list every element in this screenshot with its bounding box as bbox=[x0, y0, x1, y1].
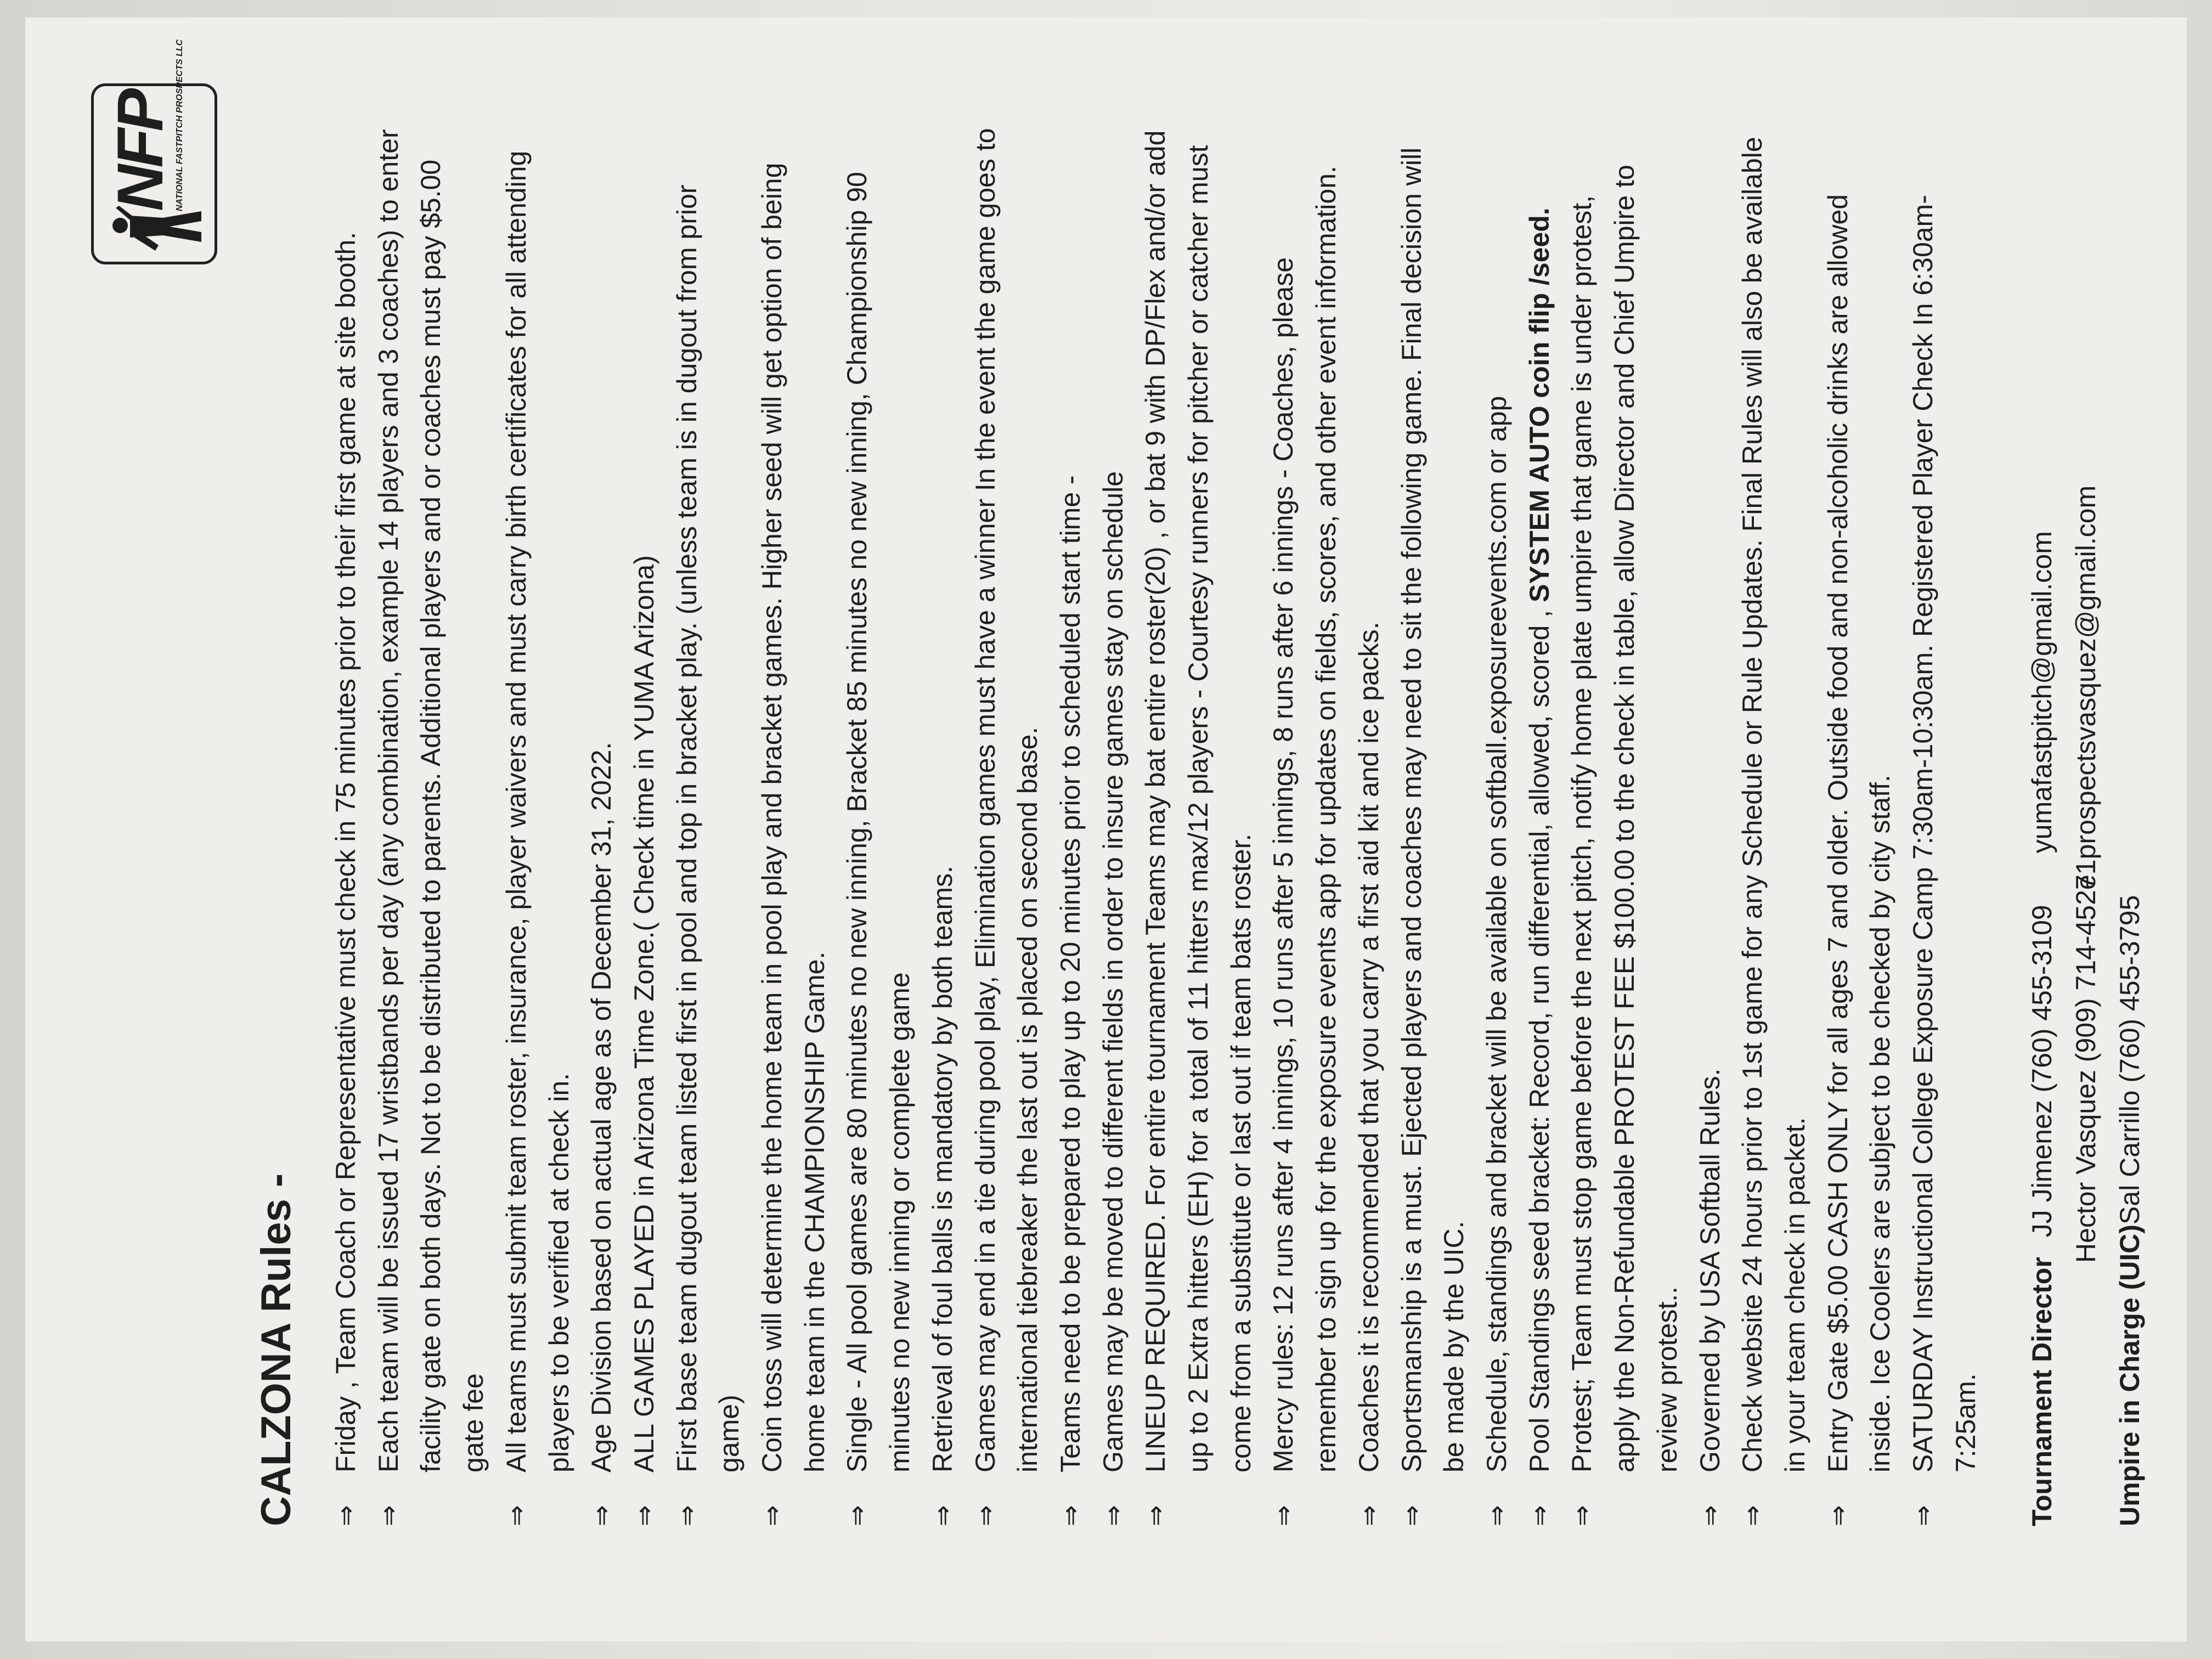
director-2-name: Hector Vasquez (909) 714-4527 bbox=[2070, 874, 2102, 1263]
bullet-arrow-icon: ⇒ bbox=[1695, 1505, 1725, 1526]
rule-text: Protest; Team must stop game before the next pitch, notify home plate umpire that game is under protest, apply the Non-Refundable PROTEST FEE $100.00 to the check in table, allow Director and Chief Umpire to review protest.. bbox=[1566, 165, 1683, 1472]
rule-text: Sportsmanship is a must. Ejected players and coaches may need to sit the following game. Final decision will be made by the UIC. bbox=[1396, 147, 1470, 1472]
rule-text: LINEUP REQUIRED. For entire tournament Teams may bat entire roster(20) , or bat 9 with DP/Flex and/or add up to 2 Extra hitters (EH) for a total of 11 hitters max/12 players - Courtesy runners for pitcher or catcher must come from a substitute or last out if team bats roster. bbox=[1140, 130, 1256, 1472]
director-row-2 bbox=[2064, 127, 2108, 1526]
rule-text: Coin toss will determine the home team in pool play and bracket games. Higher seed will get option of being home team in the CHAMPIONSHIP Game. bbox=[757, 162, 830, 1472]
uic-name: Sal Carrillo (760) 455-3795 bbox=[2114, 895, 2146, 1224]
bullet-arrow-icon: ⇒ bbox=[1481, 1505, 1511, 1526]
rule-item bbox=[1092, 127, 1135, 1526]
page-title: CALZONA Rules - bbox=[253, 1173, 300, 1526]
rule-item bbox=[623, 127, 666, 1526]
director-2-email: e1prospectsvasquez@gmail.com bbox=[2070, 485, 2102, 890]
rule-text: SATURDAY Instructional College Exposure Camp 7:30am-10:30am. Registered Player Check In 6:30am-7:25am. bbox=[1908, 195, 1981, 1472]
bullet-arrow-icon: ⇒ bbox=[1098, 1505, 1128, 1526]
rule-item bbox=[1262, 127, 1347, 1526]
rule-text: Age Division based on actual age as of December 31, 2022. bbox=[586, 742, 617, 1472]
rule-item bbox=[1049, 127, 1092, 1526]
bullet-arrow-icon: ⇒ bbox=[1055, 1505, 1085, 1526]
rule-item bbox=[922, 127, 964, 1526]
rule-text: Governed by USA Softball Rules. bbox=[1694, 1068, 1725, 1472]
rule-item bbox=[836, 127, 921, 1526]
contacts-block bbox=[2020, 127, 2152, 1526]
rule-text: Schedule, standings and bracket will be available on softball.exposureevents.com or app bbox=[1481, 396, 1512, 1472]
rule-item bbox=[580, 127, 623, 1526]
bullet-arrow-icon: ⇒ bbox=[970, 1505, 1000, 1526]
rule-text: Pool Standings seed bracket: Record, run differential, allowed, scored , bbox=[1523, 602, 1555, 1472]
bullet-arrow-icon: ⇒ bbox=[672, 1505, 702, 1526]
rule-item bbox=[1731, 127, 1816, 1526]
rule-text: Retrieval of foul balls is mandatory by both teams. bbox=[927, 865, 958, 1472]
rule-text: First base team dugout team listed first in pool and top in bracket play. (unless team is in dugout from prior game) bbox=[671, 184, 745, 1472]
rule-text: All teams must submit team roster, insurance, player waivers and must carry birth certificates for all attending players to be verified at check in. bbox=[500, 150, 574, 1472]
bullet-arrow-icon: ⇒ bbox=[1524, 1505, 1554, 1526]
rule-item bbox=[1902, 127, 1987, 1526]
rule-text: Friday , Team Coach or Representative must check in 75 minutes prior to their first game at site booth. bbox=[330, 232, 361, 1472]
rule-item bbox=[1689, 127, 1732, 1526]
rule-item bbox=[1476, 127, 1519, 1526]
director-label: Tournament Director bbox=[2027, 1257, 2058, 1526]
rule-item bbox=[1561, 127, 1689, 1526]
rule-text: Mercy rules: 12 runs after 4 innings, 10 runs after 5 innings, 8 runs after 6 innings - Coaches, please remember to sign up for the exposure events app for updates on fields, scores, and other event information. bbox=[1268, 166, 1342, 1472]
rule-text: Single - All pool games are 80 minutes no new inning, Bracket 85 minutes no new inning, Championship 90 minutes no new inning or complete game bbox=[842, 172, 916, 1472]
bullet-arrow-icon: ⇒ bbox=[373, 1505, 403, 1526]
rule-item bbox=[325, 127, 368, 1526]
bullet-arrow-icon: ⇒ bbox=[1908, 1505, 1938, 1526]
rule-item bbox=[1391, 127, 1476, 1526]
rule-item bbox=[751, 127, 836, 1526]
rule-text: ALL GAMES PLAYED in Arizona Time Zone.( Check time in YUMA Arizona) bbox=[628, 555, 659, 1472]
nfp-logo bbox=[91, 39, 217, 264]
logo-letters: NFP bbox=[104, 92, 177, 211]
bullet-arrow-icon: ⇒ bbox=[1353, 1505, 1384, 1526]
rule-item bbox=[1519, 127, 1561, 1526]
bullet-arrow-icon: ⇒ bbox=[1396, 1505, 1426, 1526]
rule-item bbox=[368, 127, 495, 1526]
rule-item bbox=[666, 127, 751, 1526]
rule-item bbox=[1135, 127, 1262, 1526]
bullet-arrow-icon: ⇒ bbox=[1268, 1505, 1299, 1526]
bullet-arrow-icon: ⇒ bbox=[757, 1505, 787, 1526]
rule-item bbox=[1817, 127, 1902, 1526]
bullet-arrow-icon: ⇒ bbox=[1567, 1505, 1597, 1526]
rule-text: Each team will be issued 17 wristbands per day (any combination, example 14 players and 3 coaches) to enter facility gate on both days. Not to be distributed to parents. Additional players and or coaches must pay $5.00 gate fee bbox=[373, 129, 489, 1472]
bullet-arrow-icon: ⇒ bbox=[501, 1505, 531, 1526]
bullet-arrow-icon: ⇒ bbox=[842, 1505, 872, 1526]
bullet-arrow-icon: ⇒ bbox=[331, 1505, 360, 1526]
director-row-1 bbox=[2020, 127, 2064, 1526]
bullet-arrow-icon: ⇒ bbox=[1822, 1505, 1853, 1526]
bullet-arrow-icon: ⇒ bbox=[629, 1505, 659, 1526]
uic-label: Umpire in Charge (UIC) bbox=[2114, 1224, 2146, 1526]
rule-item bbox=[495, 127, 580, 1526]
rule-item bbox=[1348, 127, 1391, 1526]
rule-emphasis: SYSTEM AUTO coin flip /seed. bbox=[1523, 207, 1555, 602]
rule-text: Check website 24 hours prior to 1st game for any Schedule or Rule Updates. Final Rules will also be available in your team check in packet. bbox=[1737, 137, 1810, 1472]
rule-item bbox=[964, 127, 1049, 1526]
director-1-name: JJ Jimenez (760) 455-3109 bbox=[2027, 905, 2058, 1238]
rule-text: Games may be moved to different fields in order to insure games stay on schedule bbox=[1097, 471, 1128, 1472]
logo-subtitle: NATIONAL FASTPITCH PROSPECTS LLC bbox=[175, 39, 184, 211]
bullet-arrow-icon: ⇒ bbox=[927, 1505, 957, 1526]
rule-text: Entry Gate $5.00 CASH ONLY for all ages 7 and older. Outside food and non-alcoholic drinks are allowed inside. Ice Coolers are subject to be checked by city staff. bbox=[1822, 194, 1896, 1472]
director-1-email: yumafastpitch@gmail.com bbox=[2027, 531, 2058, 854]
bullet-arrow-icon: ⇒ bbox=[1737, 1505, 1768, 1526]
rule-text: Teams need to be prepared to play up to 20 minutes prior to scheduled start time - bbox=[1054, 475, 1086, 1472]
rules-sheet bbox=[25, 18, 2187, 1641]
uic-row bbox=[2108, 127, 2152, 1526]
softball-player-icon bbox=[108, 205, 207, 254]
rule-text: Games may end in a tie during pool play, Elimination games must have a winner In the event the game goes to international tiebreaker the last out is placed on second base. bbox=[969, 128, 1043, 1472]
bullet-arrow-icon: ⇒ bbox=[1141, 1505, 1171, 1526]
rules-list bbox=[325, 127, 1987, 1526]
bullet-arrow-icon: ⇒ bbox=[586, 1505, 617, 1526]
rule-text: Coaches it is recommended that you carry a first aid kit and ice packs. bbox=[1353, 622, 1384, 1472]
